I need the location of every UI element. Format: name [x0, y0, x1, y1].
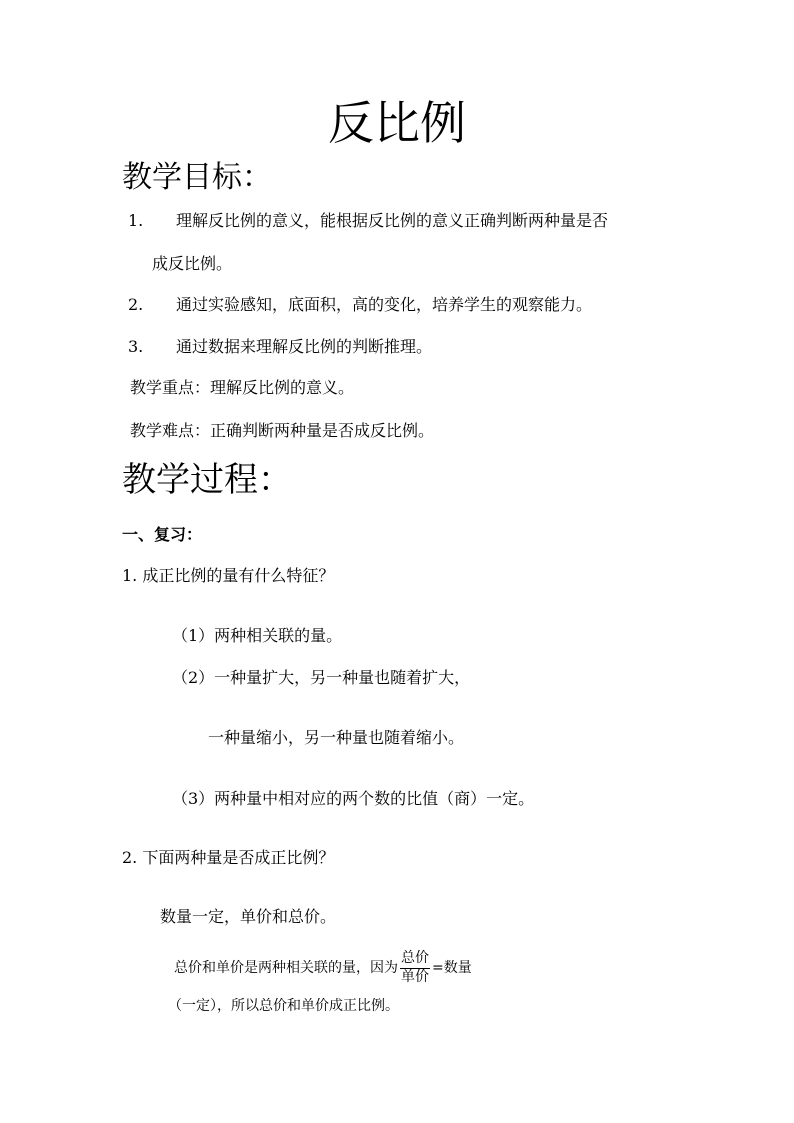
answer-line-1 — [174, 950, 472, 986]
section-review-heading: 一、复习： — [122, 525, 203, 544]
objective-number: 3. — [128, 337, 144, 356]
review-question-2: 2. 下面两种量是否成正比例？ — [122, 848, 335, 867]
key-point: 教学重点：理解反比例的意义。 — [130, 378, 355, 397]
objective-item-1 — [128, 211, 608, 232]
fraction — [400, 950, 430, 986]
feature-item: （3）两种量中相对应的两个数的比值（商）一定。 — [172, 789, 535, 808]
objective-number: 2. — [128, 295, 144, 314]
feature-item: （1）两种相关联的量。 — [172, 626, 343, 645]
objective-text: 通过数据来理解反比例的判断推理。 — [176, 337, 433, 356]
answer-line-2: （一定），所以总价和单价成正比例。 — [168, 998, 399, 1014]
difficult-point: 教学难点：正确判断两种量是否成反比例。 — [130, 421, 435, 440]
answer-prefix: 总价和单价是两种相关联的量，因为 — [174, 960, 398, 976]
example-statement: 数量一定，单价和总价。 — [160, 907, 337, 926]
feature-item: （2）一种量扩大，另一种量也随着扩大， — [172, 668, 471, 687]
objective-item-2 — [128, 295, 592, 316]
process-heading: 教学过程： — [122, 460, 292, 500]
objective-text: 理解反比例的意义，能根据反比例的意义正确判断两种量是否 — [176, 211, 609, 230]
objective-item-1-continued: 成反比例。 — [152, 254, 233, 273]
objective-item-3 — [128, 337, 432, 358]
feature-item: 一种量缩小，另一种量也随着缩小。 — [208, 728, 465, 747]
objective-number: 1. — [128, 211, 144, 230]
document-title: 反比例 — [328, 96, 466, 150]
objectives-heading: 教学目标： — [122, 160, 272, 195]
review-question-1: 1. 成正比例的量有什么特征？ — [122, 566, 335, 585]
answer-suffix: =数量 — [432, 960, 472, 976]
objective-text: 通过实验感知，底面积，高的变化，培养学生的观察能力。 — [176, 295, 593, 314]
fraction-denominator: 单价 — [401, 968, 429, 985]
fraction-numerator: 总价 — [400, 950, 430, 969]
